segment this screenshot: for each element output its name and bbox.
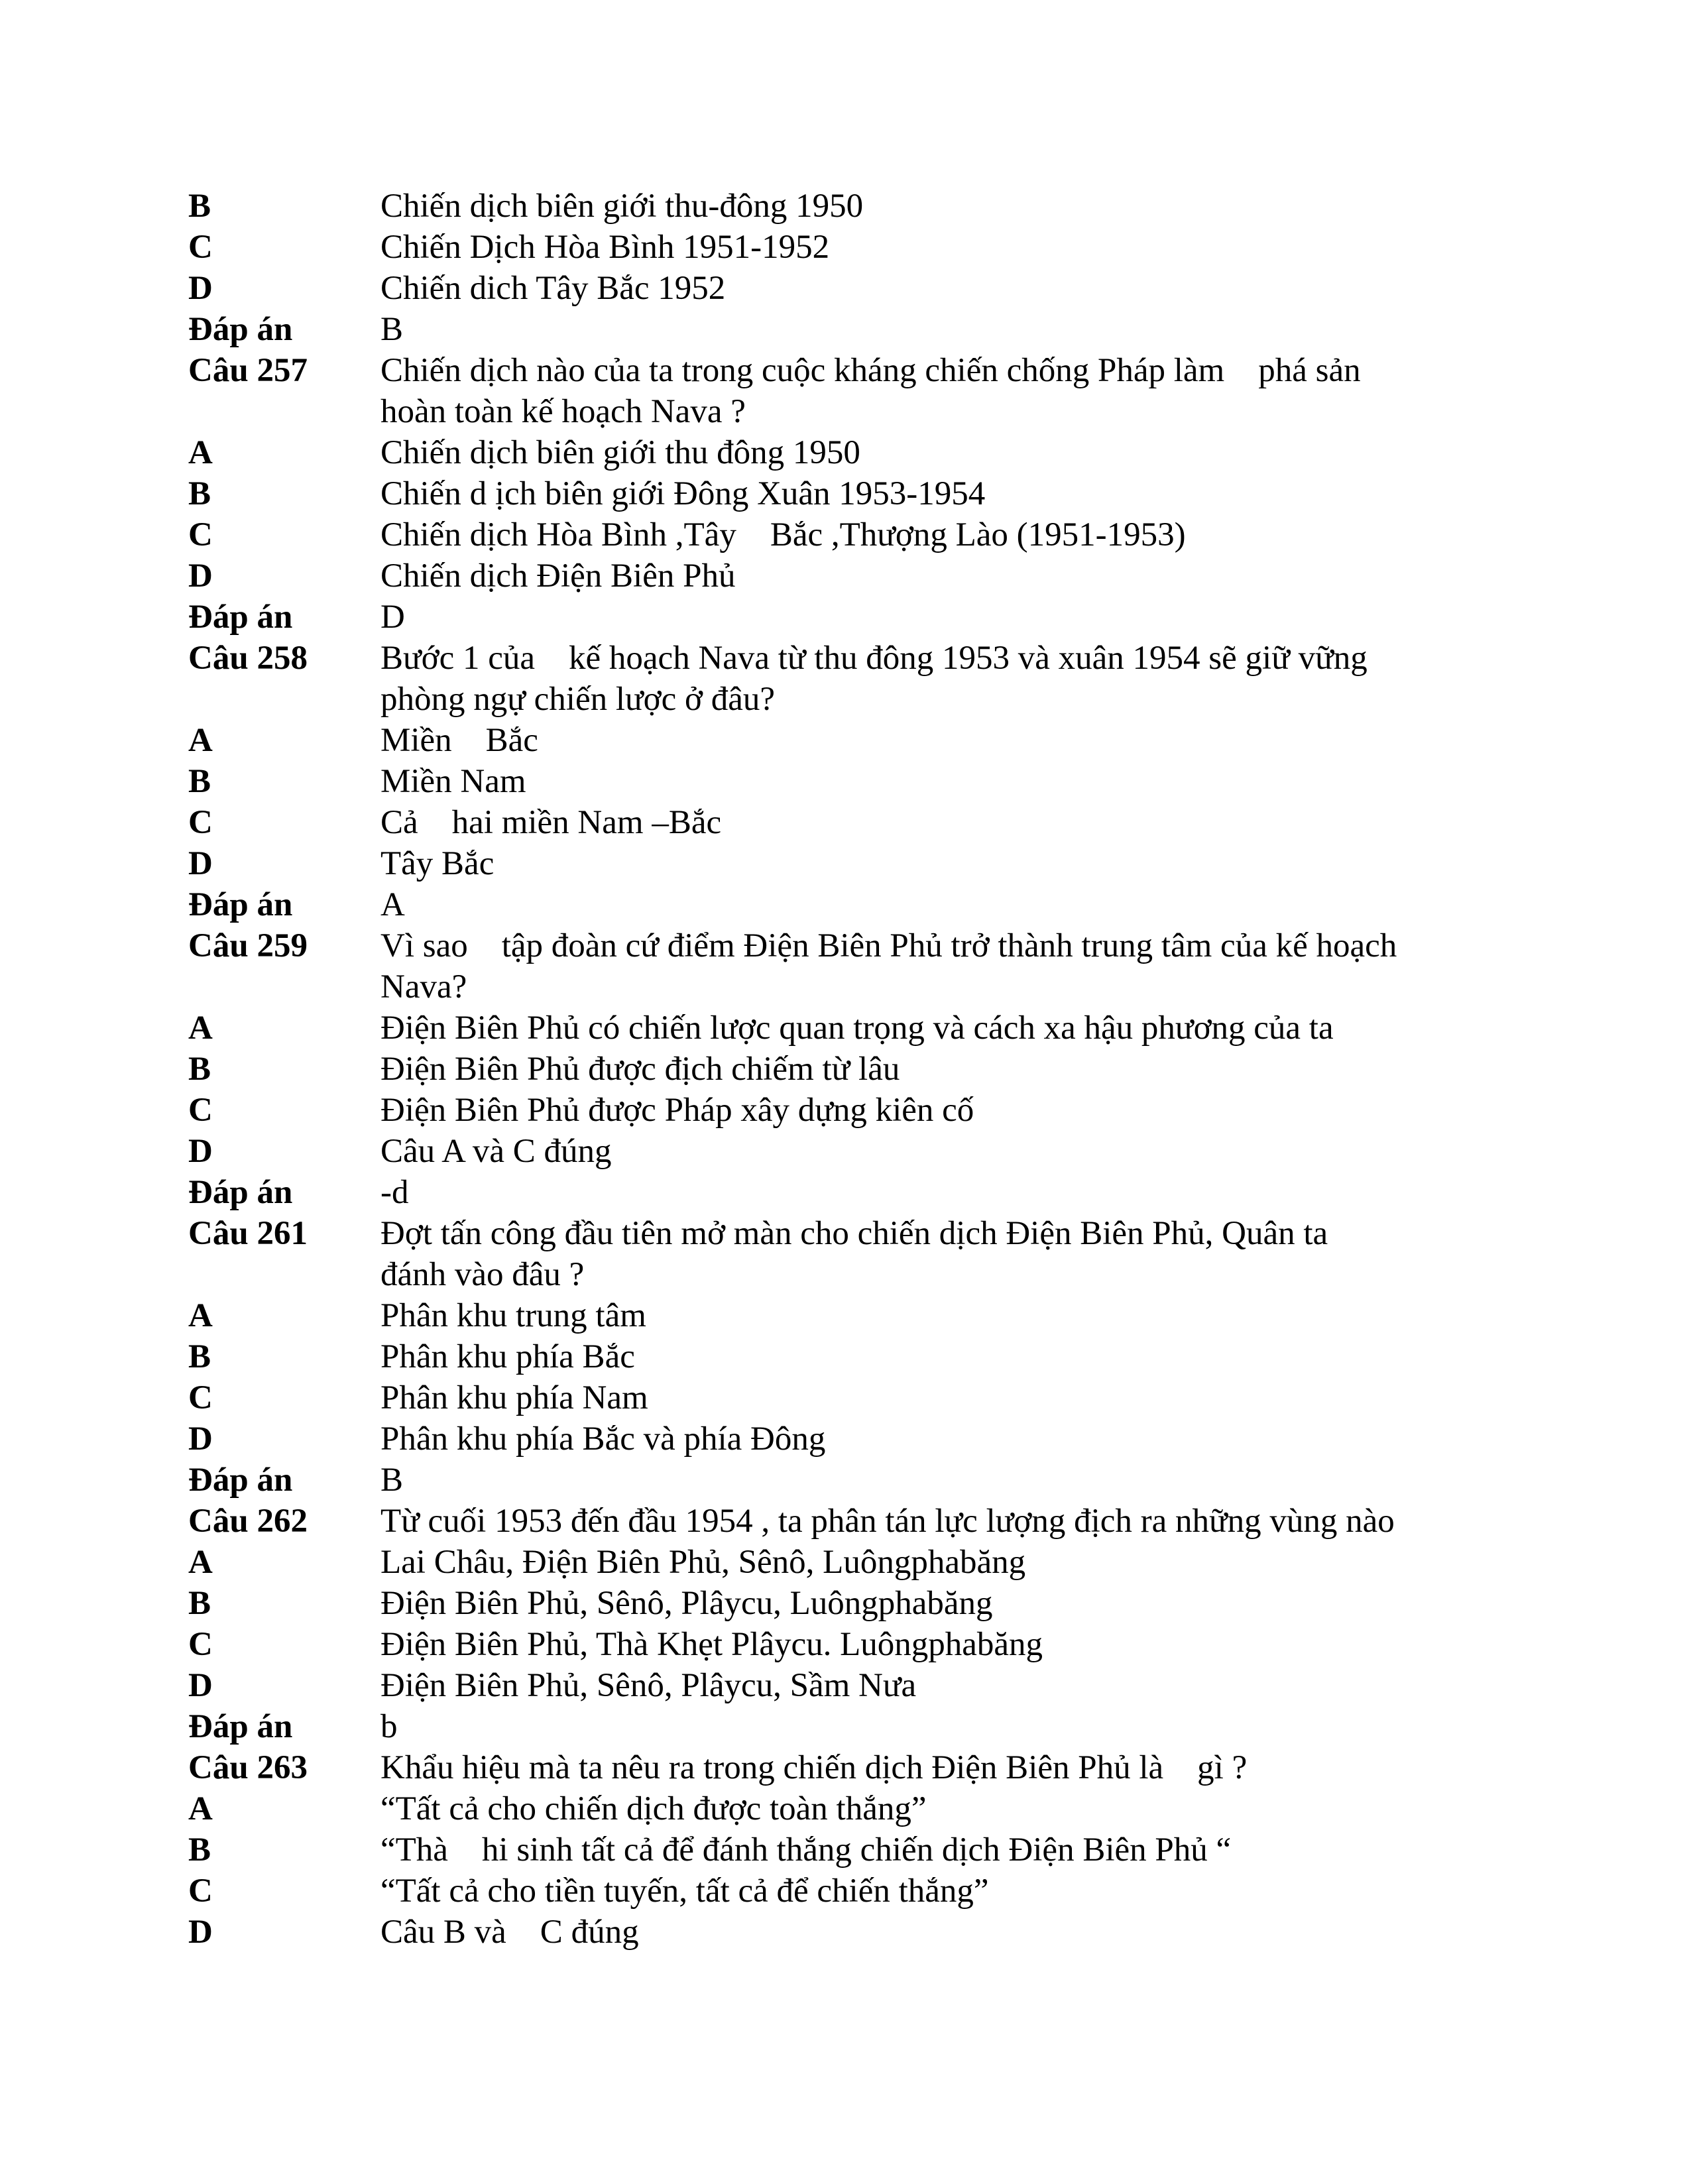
option-text: Chiến Dịch Hòa Bình 1951-1952 xyxy=(380,229,830,266)
option-row xyxy=(188,555,1514,597)
option-label: B xyxy=(188,1831,211,1868)
option-row xyxy=(188,1090,1514,1131)
question-label: Câu 257 xyxy=(188,352,308,389)
option-row xyxy=(188,186,1514,227)
answer-row xyxy=(188,1460,1514,1501)
option-label: D xyxy=(188,1667,213,1704)
option-label: A xyxy=(188,722,213,759)
answer-row xyxy=(188,1172,1514,1213)
option-row xyxy=(188,1870,1514,1912)
answer-text: -d xyxy=(380,1174,409,1211)
option-text: Câu B và C đúng xyxy=(380,1914,639,1951)
option-label: C xyxy=(188,804,213,841)
answer-label: Đáp án xyxy=(188,599,293,636)
option-label: D xyxy=(188,1420,213,1458)
answer-text: B xyxy=(380,1462,404,1499)
option-text: Câu A và C đúng xyxy=(380,1133,612,1170)
question-row xyxy=(188,1747,1514,1788)
option-row xyxy=(188,268,1514,309)
option-row xyxy=(188,473,1514,514)
option-row xyxy=(188,227,1514,268)
answer-text: b xyxy=(380,1708,398,1745)
option-row xyxy=(188,720,1514,761)
question-text: Đợt tấn công đầu tiên mở màn cho chiến dịch Điện Biên Phủ, Quân ta đánh vào đâu ? xyxy=(380,1215,1328,1293)
option-row xyxy=(188,1418,1514,1460)
option-text: Chiến dich Tây Bắc 1952 xyxy=(380,270,726,307)
option-text: Phân khu phía Bắc và phía Đông xyxy=(380,1420,826,1458)
option-text: Điện Biên Phủ được địch chiếm từ lâu xyxy=(380,1051,900,1088)
answer-label: Đáp án xyxy=(188,1708,293,1745)
option-text: Chiến dịch biên giới thu-đông 1950 xyxy=(380,188,864,225)
question-text: Khẩu hiệu mà ta nêu ra trong chiến dịch Điện Biên Phủ là gì ? xyxy=(380,1749,1248,1786)
option-text: Phân khu phía Nam xyxy=(380,1379,648,1416)
option-label: A xyxy=(188,1544,213,1581)
option-label: B xyxy=(188,1585,211,1622)
option-label: C xyxy=(188,1626,213,1663)
answer-row xyxy=(188,884,1514,925)
option-text: Điện Biên Phủ có chiến lược quan trọng và cách xa hậu phương của ta xyxy=(380,1009,1334,1047)
option-text: Điện Biên Phủ, Sênô, Plâycu, Luôngphabăng xyxy=(380,1585,993,1622)
question-list xyxy=(188,186,1514,1953)
option-text: Chiến dịch biên giới thu đông 1950 xyxy=(380,434,860,471)
option-row xyxy=(188,1007,1514,1049)
question-row xyxy=(188,1501,1514,1542)
question-row xyxy=(188,1213,1514,1295)
option-row xyxy=(188,1049,1514,1090)
option-row xyxy=(188,761,1514,802)
option-text: Cả hai miền Nam –Bắc xyxy=(380,804,722,841)
option-text: Chiến dịch Hòa Bình ,Tây Bắc ,Thượng Lào (1951-1953) xyxy=(380,516,1186,553)
option-text: Tây Bắc xyxy=(380,845,495,882)
question-row xyxy=(188,638,1514,720)
option-label: A xyxy=(188,1790,213,1827)
answer-label: Đáp án xyxy=(188,1174,293,1211)
question-label: Câu 262 xyxy=(188,1503,308,1540)
option-label: D xyxy=(188,270,213,307)
option-label: D xyxy=(188,1914,213,1951)
option-label: A xyxy=(188,434,213,471)
option-row xyxy=(188,843,1514,884)
option-label: B xyxy=(188,1051,211,1088)
option-row xyxy=(188,1295,1514,1336)
option-text: Phân khu trung tâm xyxy=(380,1297,646,1334)
option-label: C xyxy=(188,229,213,266)
answer-label: Đáp án xyxy=(188,1462,293,1499)
option-row xyxy=(188,1829,1514,1870)
option-row xyxy=(188,1336,1514,1377)
option-row xyxy=(188,1583,1514,1624)
option-text: “Thà hi sinh tất cả để đánh thắng chiến dịch Điện Biên Phủ “ xyxy=(380,1831,1232,1868)
option-label: D xyxy=(188,557,213,595)
answer-text: B xyxy=(380,311,404,348)
option-label: B xyxy=(188,1338,211,1375)
option-row xyxy=(188,1542,1514,1583)
option-text: “Tất cả cho tiền tuyến, tất cả để chiến thắng” xyxy=(380,1872,989,1910)
question-label: Câu 261 xyxy=(188,1215,308,1252)
option-label: A xyxy=(188,1009,213,1047)
question-text: Bước 1 của kế hoạch Nava từ thu đông 1953 và xuân 1954 sẽ giữ vững phòng ngự chiến lược ở đâu? xyxy=(380,640,1368,718)
option-row xyxy=(188,802,1514,843)
option-label: B xyxy=(188,475,211,512)
question-text: Chiến dịch nào của ta trong cuộc kháng chiến chống Pháp làm phá sản hoàn toàn kế hoạch Nava ? xyxy=(380,352,1361,430)
answer-row xyxy=(188,597,1514,638)
option-label: D xyxy=(188,1133,213,1170)
question-label: Câu 258 xyxy=(188,640,308,677)
option-text: Lai Châu, Điện Biên Phủ, Sênô, Luôngphabăng xyxy=(380,1544,1026,1581)
option-text: Chiến dịch Điện Biên Phủ xyxy=(380,557,736,595)
option-label: A xyxy=(188,1297,213,1334)
option-label: C xyxy=(188,1872,213,1910)
option-row xyxy=(188,1377,1514,1418)
question-text: Từ cuối 1953 đến đầu 1954 , ta phân tán lực lượng địch ra những vùng nào xyxy=(380,1503,1395,1540)
option-label: B xyxy=(188,188,211,225)
option-row xyxy=(188,1624,1514,1665)
option-row xyxy=(188,1665,1514,1706)
option-text: Điện Biên Phủ, Sênô, Plâycu, Sầm Nưa xyxy=(380,1667,917,1704)
option-label: C xyxy=(188,1379,213,1416)
option-row xyxy=(188,1131,1514,1172)
question-label: Câu 263 xyxy=(188,1749,308,1786)
option-row xyxy=(188,1788,1514,1829)
question-label: Câu 259 xyxy=(188,927,308,964)
option-text: Chiến d ịch biên giới Đông Xuân 1953-1954 xyxy=(380,475,986,512)
question-row xyxy=(188,350,1514,432)
answer-label: Đáp án xyxy=(188,311,293,348)
answer-label: Đáp án xyxy=(188,886,293,923)
option-text: Phân khu phía Bắc xyxy=(380,1338,635,1375)
question-text: Vì sao tập đoàn cứ điểm Điện Biên Phủ trở thành trung tâm của kế hoạch Nava? xyxy=(380,927,1397,1006)
option-row xyxy=(188,432,1514,473)
option-row xyxy=(188,1912,1514,1953)
answer-text: D xyxy=(380,599,405,636)
option-label: D xyxy=(188,845,213,882)
question-row xyxy=(188,925,1514,1007)
answer-row xyxy=(188,1706,1514,1747)
option-row xyxy=(188,514,1514,555)
option-label: C xyxy=(188,516,213,553)
option-text: Miền Bắc xyxy=(380,722,538,759)
option-text: Điện Biên Phủ được Pháp xây dựng kiên cố xyxy=(380,1092,974,1129)
answer-row xyxy=(188,309,1514,350)
option-text: Điện Biên Phủ, Thà Khẹt Plâycu. Luôngphabăng xyxy=(380,1626,1043,1663)
option-text: “Tất cả cho chiến dịch được toàn thắng” xyxy=(380,1790,927,1827)
option-label: B xyxy=(188,763,211,800)
answer-text: A xyxy=(380,886,405,923)
option-text: Miền Nam xyxy=(380,763,526,800)
option-label: C xyxy=(188,1092,213,1129)
